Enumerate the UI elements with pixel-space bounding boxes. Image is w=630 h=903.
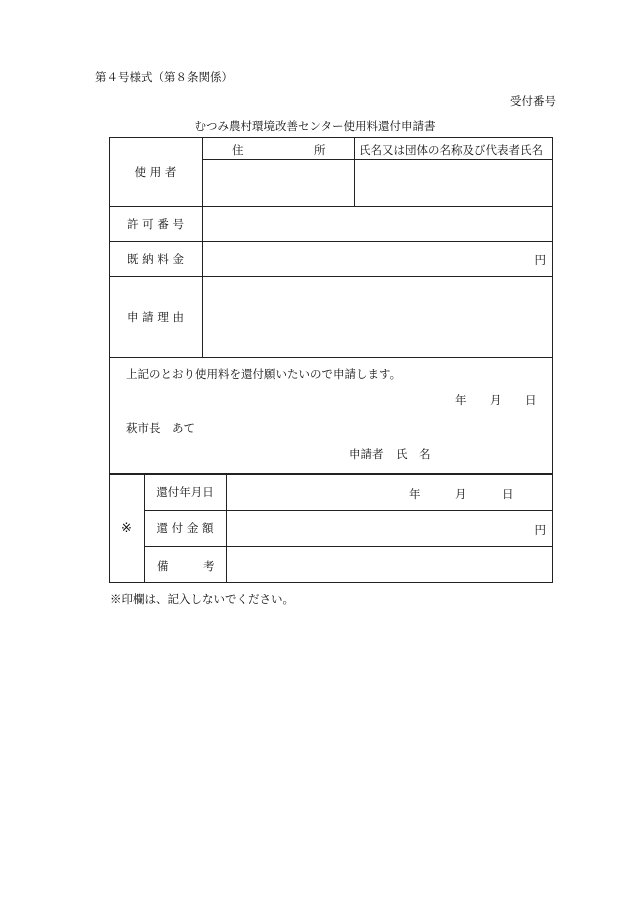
user-label: 使 用 者	[134, 164, 177, 179]
remarks-label-left: 備	[157, 559, 169, 573]
declaration-date-day: 日	[525, 393, 537, 407]
remarks-label-right: 考	[203, 559, 215, 573]
address-field[interactable]	[203, 160, 353, 205]
declaration-statement: 上記のとおり使用料を還付願いたいので申請します。	[126, 367, 402, 381]
row-divider	[144, 546, 553, 547]
receipt-number-label: 受付番号	[510, 94, 556, 108]
office-use-mark: ※	[121, 521, 132, 536]
applicant-label: 申請者	[349, 447, 384, 461]
row-divider	[109, 357, 553, 358]
refund-date-year: 年	[409, 487, 421, 501]
footnote: ※印欄は、記入しないでください。	[110, 592, 294, 606]
reason-label: 申 請 理 由	[127, 309, 184, 324]
permit-number-field[interactable]	[203, 207, 552, 240]
form-number: 第４号様式（第８条関係）	[95, 70, 233, 84]
paid-fee-field[interactable]	[203, 242, 523, 275]
paid-fee-unit: 円	[534, 253, 546, 267]
name-header: 氏名又は団体の名称及び代表者氏名	[359, 143, 543, 157]
address-header-right: 所	[314, 143, 326, 157]
applicant-name-label: 氏 名	[396, 447, 431, 461]
refund-date-month: 月	[455, 487, 467, 501]
column-divider	[226, 474, 227, 583]
addressee: 萩市長 あて	[126, 421, 195, 435]
reason-field[interactable]	[203, 277, 552, 356]
refund-date-label: 還付年月日	[156, 485, 214, 499]
refund-amount-label: 還 付 金 額	[156, 521, 214, 535]
refund-date-day: 日	[502, 487, 514, 501]
declaration-date-year: 年	[455, 393, 467, 407]
refund-amount-unit: 円	[534, 523, 546, 537]
address-header-left: 住	[232, 143, 244, 157]
paid-fee-label: 既 納 料 金	[127, 251, 184, 266]
form-title: むつみ農村環境改善センター使用料還付申請書	[194, 119, 436, 133]
permit-number-label: 許 可 番 号	[127, 216, 184, 231]
declaration-date-month: 月	[490, 393, 502, 407]
name-field[interactable]	[355, 160, 552, 205]
